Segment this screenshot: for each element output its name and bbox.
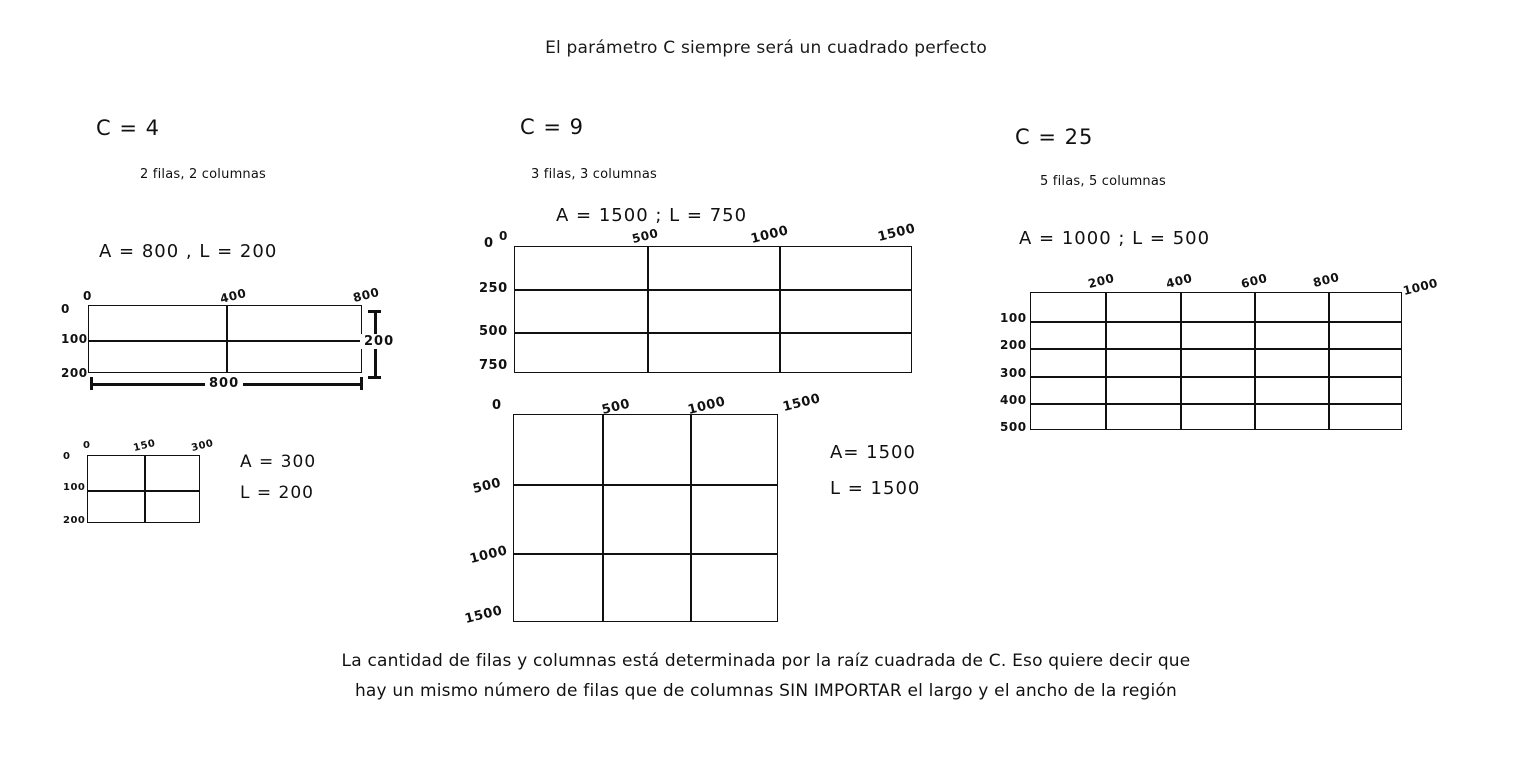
tick-left-750: 750 [479, 358, 508, 373]
case-label-c4: C = 4 [96, 116, 160, 140]
page-title: El parámetro C siempre será un cuadrado perfecto [545, 38, 987, 58]
grid-c25-ex1 [1030, 292, 1402, 430]
dimension-cap-left [90, 377, 93, 390]
tick-top-400: 400 [1164, 270, 1194, 291]
formula-c25-ex1: A = 1000 ; L = 500 [1019, 228, 1211, 249]
grid-line-h [1031, 321, 1401, 323]
tick-left-1500: 1500 [463, 603, 505, 627]
grid-line-h [515, 332, 911, 334]
tick-top-400: 400 [218, 285, 248, 306]
tick-left-200: 200 [61, 366, 88, 380]
grid-line-v [647, 247, 649, 372]
tick-top-0: 0 [492, 398, 502, 413]
grid-c9-ex1 [514, 246, 912, 373]
dimension-cap-right [360, 377, 363, 390]
tick-top-200: 200 [1086, 270, 1116, 291]
grid-c4-ex1 [88, 305, 362, 373]
tick-top-300: 300 [190, 437, 215, 454]
case-sub-c9: 3 filas, 3 columnas [531, 167, 658, 182]
label-c9-ex2-a: A= 1500 [830, 442, 916, 463]
tick-left-0: 0 [63, 451, 71, 462]
tick-top-800: 800 [1311, 269, 1341, 290]
tick-top-150: 150 [132, 437, 157, 454]
tick-top-1500: 1500 [781, 391, 823, 415]
grid-line-h [1031, 376, 1401, 378]
tick-left-500: 500 [1000, 420, 1027, 434]
grid-line-v [226, 306, 228, 372]
tick-left-400: 400 [1000, 393, 1027, 407]
footer-line-1: La cantidad de filas y columnas está determinada por la raíz cuadrada de C. Eso quiere decir que [341, 651, 1191, 671]
tick-top-1000: 1000 [1401, 275, 1440, 298]
tick-left-200: 200 [63, 515, 86, 526]
tick-top-800: 800 [351, 284, 381, 305]
tick-top-0: 0 [499, 229, 508, 243]
label-c9-ex2-l: L = 1500 [830, 478, 921, 499]
grid-line-h [514, 553, 777, 555]
grid-line-v [690, 415, 692, 621]
tick-top-600: 600 [1239, 270, 1269, 291]
tick-top-1500: 1500 [876, 221, 918, 245]
dimension-cap-bottom [368, 376, 381, 379]
tick-top-500: 500 [630, 225, 660, 246]
formula-c4-ex1: A = 800 , L = 200 [99, 241, 278, 262]
grid-line-v [1254, 293, 1256, 429]
tick-left-500: 500 [479, 324, 508, 339]
grid-line-h [88, 490, 199, 492]
grid-line-v [144, 456, 146, 522]
case-sub-c25: 5 filas, 5 columnas [1040, 174, 1167, 189]
grid-line-v [1180, 293, 1182, 429]
tick-left-500: 500 [471, 475, 503, 497]
dimension-cap-top [368, 310, 381, 313]
label-c4-ex2-l: L = 200 [240, 483, 314, 503]
tick-left-1000: 1000 [468, 543, 510, 567]
case-label-c25: C = 25 [1015, 125, 1094, 149]
tick-top-0: 0 [83, 440, 91, 451]
footer-line-2: hay un mismo número de filas que de columnas SIN IMPORTAR el largo y el ancho de la región [354, 681, 1178, 701]
grid-line-h [1031, 348, 1401, 350]
case-sub-c4: 2 filas, 2 columnas [140, 167, 267, 182]
grid-c9-ex2 [513, 414, 778, 622]
tick-left-200: 200 [1000, 338, 1027, 352]
grid-line-v [602, 415, 604, 621]
formula-c9-ex1: A = 1500 ; L = 750 [556, 205, 748, 226]
grid-c4-ex2 [87, 455, 200, 523]
grid-line-v [1105, 293, 1107, 429]
tick-left-0: 0 [484, 236, 494, 251]
tick-left-100: 100 [63, 482, 86, 493]
tick-left-250: 250 [479, 281, 508, 296]
tick-left-100: 100 [61, 332, 88, 346]
grid-line-h [515, 289, 911, 291]
tick-top-1000: 1000 [749, 223, 791, 247]
grid-line-h [1031, 403, 1401, 405]
label-c4-ex2-a: A = 300 [240, 452, 317, 472]
tick-top-0: 0 [83, 289, 92, 303]
tick-left-0: 0 [61, 302, 70, 316]
tick-left-100: 100 [1000, 311, 1027, 325]
grid-line-v [1328, 293, 1330, 429]
dimension-label-height-c4: 200 [360, 334, 398, 349]
tick-top-1000: 1000 [686, 394, 728, 418]
grid-line-v [779, 247, 781, 372]
dimension-label-width-c4: 800 [205, 376, 243, 391]
tick-top-500: 500 [600, 396, 632, 418]
grid-line-h [514, 484, 777, 486]
grid-line-h [89, 340, 361, 342]
tick-left-300: 300 [1000, 366, 1027, 380]
case-label-c9: C = 9 [520, 115, 584, 139]
